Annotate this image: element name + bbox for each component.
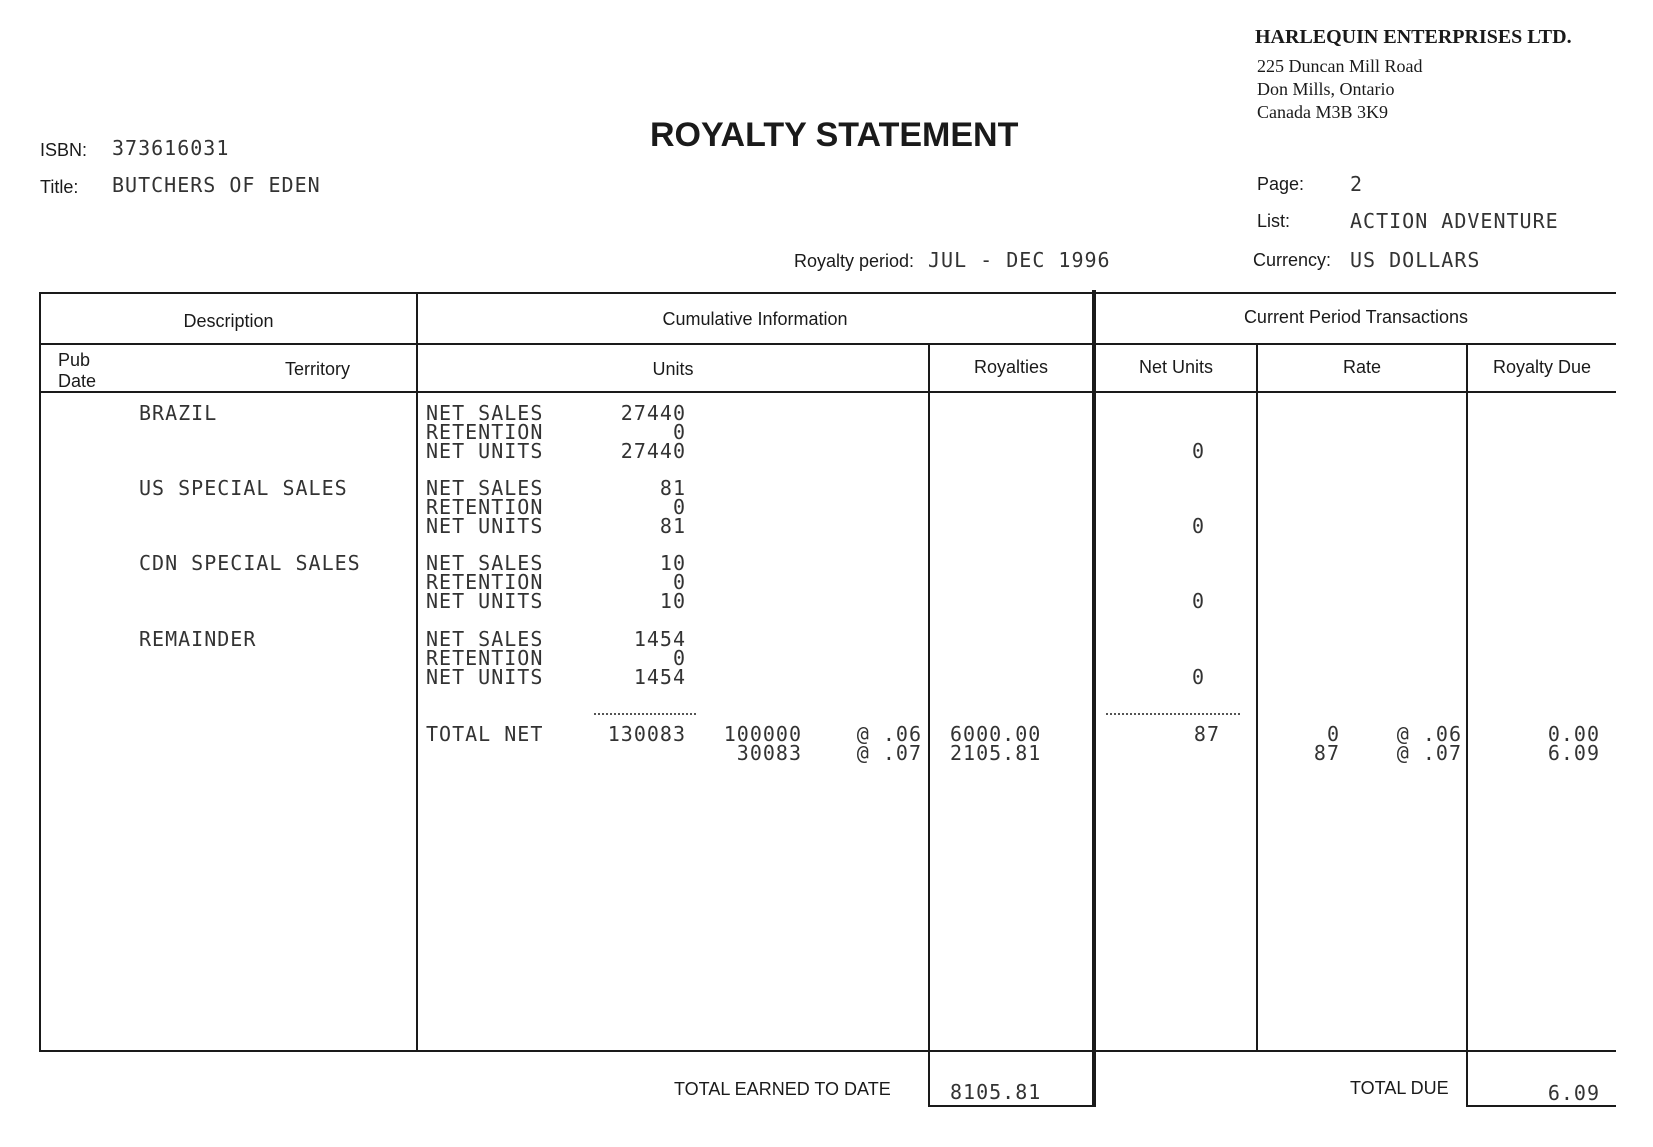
- row-current-net-units: 0: [1192, 514, 1206, 538]
- document-title: ROYALTY STATEMENT: [650, 116, 1019, 154]
- currency-value: US DOLLARS: [1350, 248, 1481, 272]
- tier1-units: 100000: [723, 722, 802, 746]
- row-label-net-units: NET UNITS: [426, 665, 544, 689]
- header-royalty-due: Royalty Due: [1492, 357, 1592, 377]
- cumulative-current-divider: [1092, 290, 1096, 1107]
- list-value: ACTION ADVENTURE: [1350, 209, 1559, 233]
- net-units-subtotal-rule: [1106, 713, 1240, 715]
- row-label-net-units: NET UNITS: [426, 514, 544, 538]
- row-label-net-units: NET UNITS: [426, 439, 544, 463]
- row-label-net-sales: NET SALES: [426, 551, 544, 575]
- due-box-bottom: [1466, 1105, 1616, 1107]
- header-cumulative: Cumulative Information: [662, 309, 848, 329]
- total-due-label: TOTAL DUE: [1350, 1078, 1449, 1098]
- netunits-rate-divider: [1256, 343, 1258, 1052]
- units-royalties-divider: [928, 343, 930, 1107]
- total-net-units: 130083: [607, 722, 686, 746]
- current-tier2-units: 87: [1313, 741, 1340, 765]
- currency-label: Currency:: [1253, 250, 1332, 270]
- company-address-line-3: Canada M3B 3K9: [1257, 102, 1388, 122]
- row-net-units: 1454: [633, 665, 686, 689]
- current-tier2-rate: @ .07: [1396, 741, 1462, 765]
- earned-box-bottom: [928, 1105, 1094, 1107]
- isbn-value: 373616031: [112, 136, 230, 160]
- company-address-line-1: 225 Duncan Mill Road: [1257, 56, 1423, 76]
- row-net-sales: 81: [659, 476, 686, 500]
- row-retention: 0: [672, 420, 686, 444]
- row-label-net-units: NET UNITS: [426, 589, 544, 613]
- row-label-net-sales: NET SALES: [426, 627, 544, 651]
- header-royalties: Royalties: [973, 357, 1049, 377]
- header-current: Current Period Transactions: [1243, 307, 1469, 327]
- row-net-sales: 1454: [633, 627, 686, 651]
- title-label: Title:: [40, 177, 79, 197]
- row-retention: 0: [672, 495, 686, 519]
- tier1-rate: @ .06: [856, 722, 922, 746]
- list-label: List:: [1257, 211, 1291, 231]
- description-divider: [416, 292, 418, 1052]
- row-label-retention: RETENTION: [426, 570, 544, 594]
- row-retention: 0: [672, 570, 686, 594]
- page-label: Page:: [1257, 174, 1305, 194]
- row-current-net-units: 0: [1192, 665, 1206, 689]
- company-address-line-2: Don Mills, Ontario: [1257, 79, 1395, 99]
- header-date: Date: [58, 371, 97, 391]
- title-value: BUTCHERS OF EDEN: [112, 173, 321, 197]
- row-net-sales: 10: [659, 551, 686, 575]
- row-current-net-units: 0: [1192, 589, 1206, 613]
- row-label-retention: RETENTION: [426, 495, 544, 519]
- royalty-period-value: JUL - DEC 1996: [928, 248, 1111, 272]
- row-territory: REMAINDER: [139, 627, 257, 651]
- total-net-label: TOTAL NET: [426, 722, 544, 746]
- row-net-units: 10: [659, 589, 686, 613]
- header-rate: Rate: [1342, 357, 1382, 377]
- row-label-net-sales: NET SALES: [426, 476, 544, 500]
- table-left-border: [39, 292, 41, 1052]
- table-top-border: [39, 292, 1616, 294]
- current-tier1-due: 0.00: [1547, 722, 1600, 746]
- row-net-units: 81: [659, 514, 686, 538]
- header-row-divider: [39, 343, 1616, 345]
- row-retention: 0: [672, 646, 686, 670]
- total-due-value: 6.09: [1547, 1081, 1600, 1105]
- tier2-units: 30083: [736, 741, 802, 765]
- subheader-row-divider: [39, 391, 1616, 393]
- row-territory: CDN SPECIAL SALES: [139, 551, 361, 575]
- header-net-units: Net Units: [1138, 357, 1214, 377]
- header-territory: Territory: [285, 359, 351, 379]
- table-bottom-border: [39, 1050, 1616, 1052]
- tier2-rate: @ .07: [856, 741, 922, 765]
- isbn-label: ISBN:: [40, 140, 88, 160]
- row-label-retention: RETENTION: [426, 420, 544, 444]
- rate-due-divider: [1466, 343, 1468, 1107]
- units-subtotal-rule: [594, 713, 696, 715]
- row-net-sales: 27440: [620, 401, 686, 425]
- tier2-royalty: 2105.81: [950, 741, 1042, 765]
- company-name: HARLEQUIN ENTERPRISES LTD.: [1255, 26, 1572, 48]
- page-value: 2: [1350, 172, 1364, 196]
- header-pub: Pub: [58, 350, 91, 370]
- row-territory: BRAZIL: [139, 401, 218, 425]
- tier1-royalty: 6000.00: [950, 722, 1042, 746]
- royalty-period-label: Royalty period:: [794, 251, 915, 271]
- current-tier2-due: 6.09: [1547, 741, 1600, 765]
- row-territory: US SPECIAL SALES: [139, 476, 348, 500]
- header-description: Description: [183, 311, 274, 331]
- row-net-units: 27440: [620, 439, 686, 463]
- current-total-net-units: 87: [1193, 722, 1220, 746]
- row-label-retention: RETENTION: [426, 646, 544, 670]
- current-tier1-rate: @ .06: [1396, 722, 1462, 746]
- total-earned-label: TOTAL EARNED TO DATE: [674, 1079, 891, 1099]
- total-earned-value: 8105.81: [950, 1080, 1042, 1104]
- row-current-net-units: 0: [1192, 439, 1206, 463]
- header-units: Units: [652, 359, 694, 379]
- row-label-net-sales: NET SALES: [426, 401, 544, 425]
- current-tier1-units: 0: [1326, 722, 1340, 746]
